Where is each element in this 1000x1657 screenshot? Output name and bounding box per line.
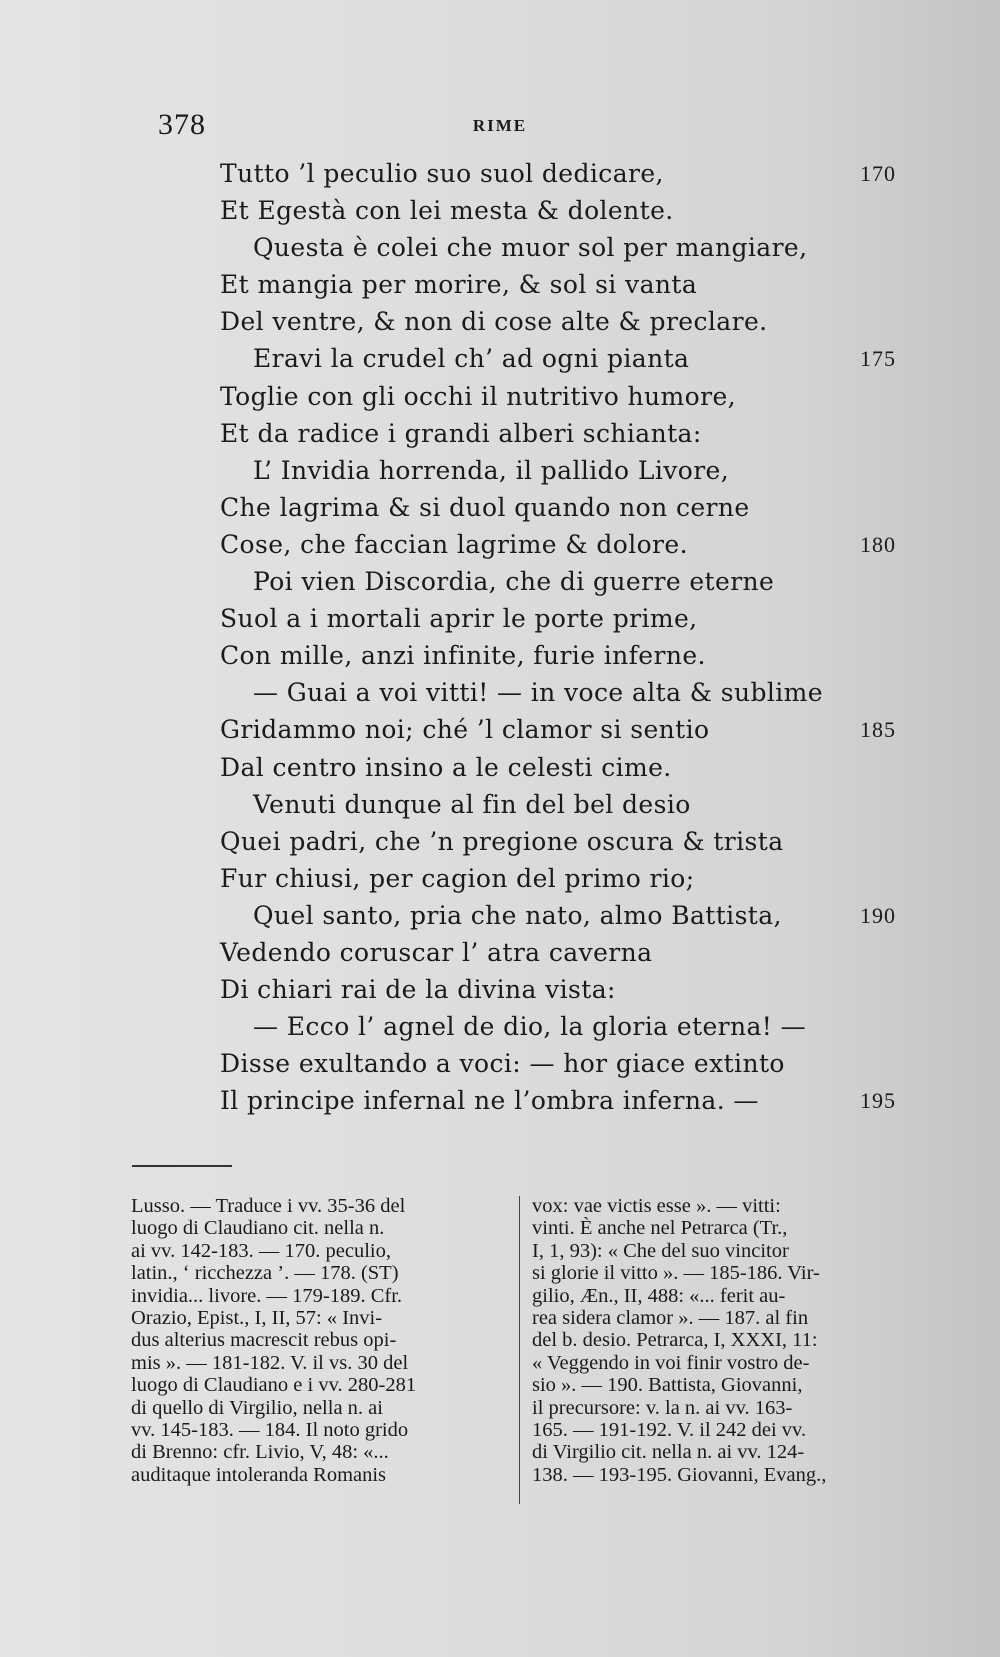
footnote-line: Orazio, Epist., I, II, 57: « Invi- bbox=[131, 1306, 383, 1329]
verse-text: Suol a i mortali aprir le porte prime, bbox=[220, 604, 698, 634]
verse-text: Con mille, anzi infinite, furie inferne. bbox=[220, 641, 706, 671]
verse-line bbox=[0, 637, 1000, 674]
verse-line bbox=[0, 749, 1000, 786]
footnote-line: vv. 145-183. — 184. Il noto grido bbox=[131, 1418, 409, 1441]
footnote-line: auditaque intoleranda Romanis bbox=[131, 1463, 387, 1486]
footnote-rule bbox=[132, 1165, 232, 1167]
footnote-line: 138. — 193-195. Giovanni, Evang., bbox=[532, 1463, 827, 1486]
verse-text: Vedendo coruscar l’ atra caverna bbox=[220, 937, 653, 967]
verse-text: Questa è colei che muor sol per mangiare, bbox=[253, 233, 808, 263]
verse-line bbox=[0, 823, 1000, 860]
footnote-line: mis ». — 181-182. V. il vs. 30 del bbox=[131, 1351, 409, 1374]
verse-text: — Guai a voi vitti! — in voce alta & sublime bbox=[253, 678, 823, 708]
verse-number: 175 bbox=[860, 346, 896, 372]
verse-text: Disse exultando a voci: — hor giace extinto bbox=[220, 1049, 785, 1079]
verse-line bbox=[0, 303, 1000, 340]
verse-line bbox=[0, 1082, 1000, 1119]
page-number: 378 bbox=[158, 108, 206, 141]
verse-number: 170 bbox=[860, 161, 896, 186]
footnote-line: Lusso. — Traduce i vv. 35-36 del bbox=[131, 1195, 406, 1217]
verse-text: Tutto ’l peculio suo suol dedicare, bbox=[220, 159, 664, 188]
verse-text: Eravi la crudel ch’ ad ogni pianta bbox=[253, 344, 690, 374]
footnote-line: rea sidera clamor ». — 187. al fin bbox=[532, 1306, 809, 1329]
verse-number: 185 bbox=[860, 717, 896, 743]
verse-line bbox=[0, 971, 1000, 1008]
footnote-line: di Virgilio cit. nella n. ai vv. 124- bbox=[532, 1441, 805, 1464]
verse-text: Dal centro insino a le celesti cime. bbox=[220, 752, 672, 782]
verse-line bbox=[0, 378, 1000, 415]
verse-text: Poi vien Discordia, che di guerre eterne bbox=[253, 567, 775, 597]
verse-line bbox=[0, 897, 1000, 934]
column-divider bbox=[519, 1196, 520, 1504]
footnote-line: « Veggendo in voi finir vostro de- bbox=[532, 1351, 810, 1374]
footnotes-right-column bbox=[532, 1195, 911, 1486]
verse-line bbox=[0, 600, 1000, 637]
verse-line bbox=[0, 266, 1000, 303]
verse-number: 190 bbox=[860, 902, 896, 928]
verse-text: Il principe infernal ne l’ombra inferna. — bbox=[220, 1086, 759, 1116]
footnote-line: di quello di Virgilio, nella n. ai bbox=[131, 1396, 383, 1419]
verse-line bbox=[0, 1045, 1000, 1082]
verse-line bbox=[0, 674, 1000, 711]
verse-text: Et da radice i grandi alberi schianta: bbox=[220, 418, 702, 448]
verse-line bbox=[0, 860, 1000, 897]
verse-line bbox=[0, 1008, 1000, 1045]
verse-text: Venuti dunque al fin del bel desio bbox=[253, 789, 691, 819]
verse-text: Quei padri, che ’n pregione oscura & trista bbox=[220, 826, 784, 856]
footnote-line: latin., ‘ ricchezza ’. — 178. (ST) bbox=[131, 1262, 399, 1285]
verse-line bbox=[0, 192, 1000, 229]
footnote-line: ai vv. 142-183. — 170. peculio, bbox=[131, 1239, 392, 1262]
verse-line bbox=[0, 526, 1000, 563]
footnote-line: del b. desio. Petrarca, I, XXXI, 11: bbox=[532, 1329, 818, 1352]
verse-line bbox=[0, 155, 1000, 192]
verse-text: Et mangia per morire, & sol si vanta bbox=[220, 270, 698, 300]
footnote-line: si glorie il vitto ». — 185-186. Vir- bbox=[532, 1262, 820, 1285]
verse-text: Cose, che faccian lagrime & dolore. bbox=[220, 529, 688, 559]
footnote-line: vinti. È anche nel Petrarca (Tr., bbox=[532, 1217, 788, 1240]
verse-line bbox=[0, 563, 1000, 600]
footnote-line: sio ». — 190. Battista, Giovanni, bbox=[532, 1374, 803, 1397]
footnote-line: vox: vae victis esse ». — vitti: bbox=[532, 1195, 781, 1217]
verse-line bbox=[0, 934, 1000, 971]
verse-line bbox=[0, 340, 1000, 377]
verse-line bbox=[0, 229, 1000, 266]
verse-line bbox=[0, 415, 1000, 452]
verse-text: Di chiari rai de la divina vista: bbox=[220, 975, 616, 1005]
verse-line bbox=[0, 711, 1000, 748]
verse-number: 180 bbox=[860, 531, 896, 557]
footnote-line: 165. — 191-192. V. il 242 dei vv. bbox=[532, 1418, 807, 1441]
verse-text: Toglie con gli occhi il nutritivo humore, bbox=[220, 381, 737, 411]
verse-text: Et Egestà con lei mesta & dolente. bbox=[220, 196, 674, 226]
footnote-line: dus alterius macrescit rebus opi- bbox=[131, 1329, 397, 1352]
verse-text: — Ecco l’ agnel de dio, la gloria eterna! — bbox=[253, 1012, 807, 1042]
verse-line bbox=[0, 786, 1000, 823]
verse-text: Del ventre, & non di cose alte & preclare. bbox=[220, 307, 768, 337]
verse-number: 195 bbox=[860, 1088, 896, 1114]
verse-text: L’ Invidia horrenda, il pallido Livore, bbox=[253, 455, 730, 485]
footnote-line: gilio, Æn., II, 488: «... ferit au- bbox=[532, 1284, 786, 1307]
verse-line bbox=[0, 452, 1000, 489]
footnote-line: invidia... livore. — 179-189. Cfr. bbox=[131, 1284, 403, 1307]
verse-text: Che lagrima & si duol quando non cerne bbox=[220, 492, 750, 522]
verse-block bbox=[0, 155, 1000, 1119]
footnotes-left-column bbox=[131, 1195, 504, 1486]
footnote-line: luogo di Claudiano cit. nella n. bbox=[131, 1217, 385, 1240]
footnote-line: I, 1, 93): « Che del suo vincitor bbox=[532, 1239, 789, 1262]
verse-text: Quel santo, pria che nato, almo Battista, bbox=[253, 900, 782, 930]
verse-text: Fur chiusi, per cagion del primo rio; bbox=[220, 863, 695, 893]
verse-text: Gridammo noi; ché ’l clamor si sentio bbox=[220, 715, 710, 745]
verse-line bbox=[0, 489, 1000, 526]
footnote-line: il precursore: v. la n. ai vv. 163- bbox=[532, 1396, 793, 1419]
footnote-line: luogo di Claudiano e i vv. 280-281 bbox=[131, 1374, 417, 1397]
running-head: RIME bbox=[472, 116, 528, 135]
footnote-line: di Brenno: cfr. Livio, V, 48: «... bbox=[131, 1441, 389, 1464]
